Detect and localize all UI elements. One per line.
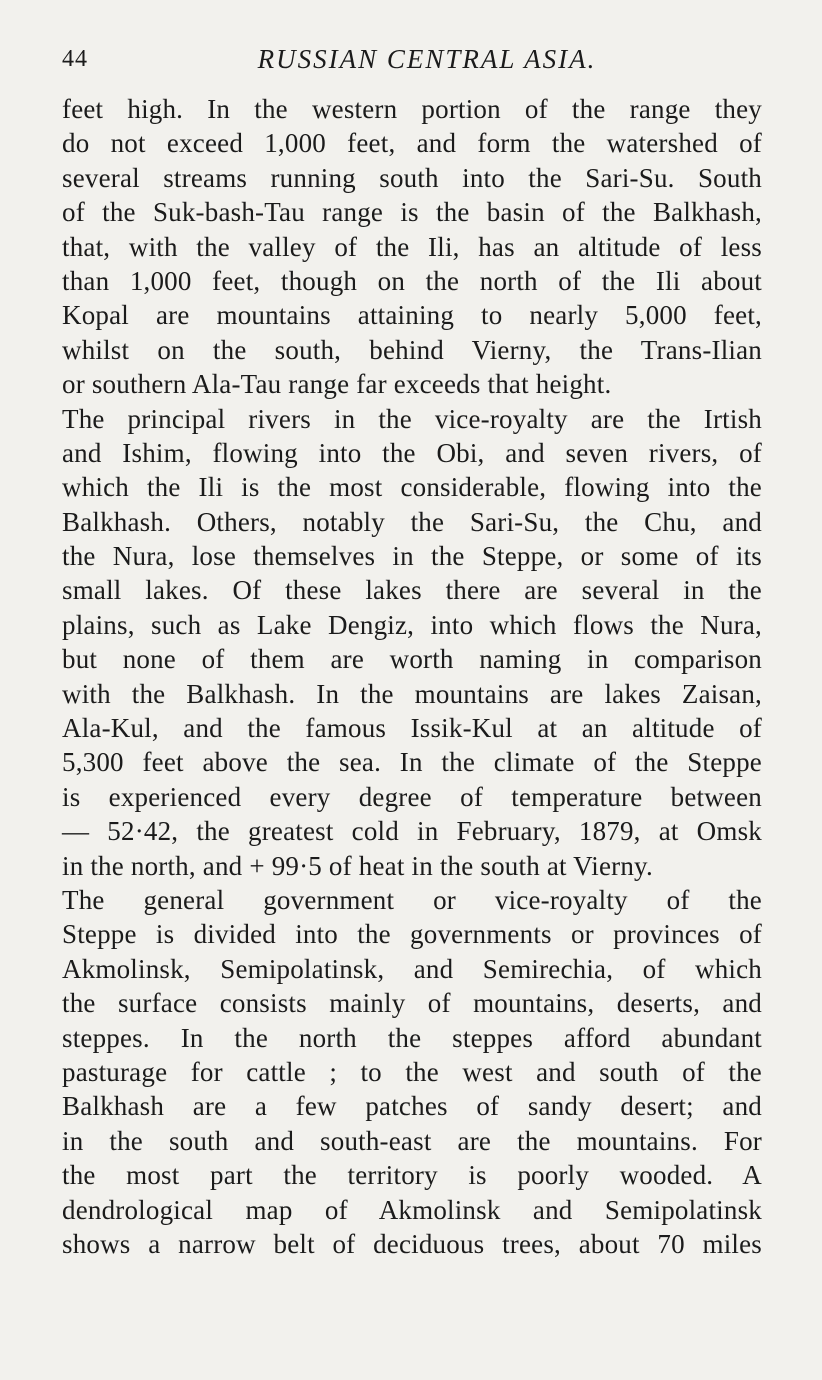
running-title: RUSSIAN CENTRAL ASIA. [257,44,597,74]
text-line: Balkhash are a few patches of sandy desert; and [62,1091,762,1122]
text-line: of the Suk-bash-Tau range is the basin of the Balkhash, [62,197,762,228]
text-line: with the Balkhash. In the mountains are lakes Zaisan, [62,678,762,709]
text-line: do not exceed 1,000 feet, and form the watershed of [62,128,762,159]
text-line: but none of them are worth naming in comparison [62,644,762,675]
text-line: plains, such as Lake Dengiz, into which flows the Nura, [62,609,762,640]
text-line: than 1,000 feet, though on the north of the Ili about [62,265,762,296]
running-head [62,44,762,80]
text-line: whilst on the south, behind Vierny, the Trans-Ilian [62,334,762,365]
text-line: Akmolinsk, Semipolatinsk, and Semirechia, of which [62,953,762,984]
text-line: several streams running south into the Sari-Su. South [62,162,762,193]
text-line: — 52·42, the greatest cold in February, 1879, at Omsk [62,816,762,847]
body-text [62,92,762,1261]
text-line: small lakes. Of these lakes there are several in the [62,575,762,606]
text-line: 5,300 feet above the sea. In the climate of the Steppe [62,747,762,778]
page-number: 44 [62,46,88,72]
text-line: the surface consists mainly of mountains, deserts, and [62,988,762,1019]
text-line: Balkhash. Others, notably the Sari-Su, the Chu, and [62,506,762,537]
text-line: Ala-Kul, and the famous Issik-Kul at an altitude of [62,713,762,744]
text-line: dendrological map of Akmolinsk and Semipolatinsk [62,1194,762,1225]
text-line: shows a narrow belt of deciduous trees, about 70 miles [62,1228,762,1259]
text-line: The general government or vice-royalty of the [62,884,762,915]
text-line: that, with the valley of the Ili, has an altitude of less [62,231,762,262]
text-line: The principal rivers in the vice-royalty are the Irtish [62,403,762,434]
text-line: feet high. In the western portion of the range they [62,94,762,124]
text-line: is experienced every degree of temperature between [62,781,762,812]
text-line: and Ishim, flowing into the Obi, and seven rivers, of [62,437,762,468]
text-line: the most part the territory is poorly wooded. A [62,1160,762,1191]
text-line: Kopal are mountains attaining to nearly 5,000 feet, [62,300,762,331]
text-line: Steppe is divided into the governments or provinces of [62,919,762,950]
text-line: in the south and south-east are the mountains. For [62,1125,762,1156]
text-line: or southern Ala-Tau range far exceeds that height. [62,369,612,400]
text-line: pasturage for cattle ; to the west and south of the [62,1056,762,1087]
text-line: steppes. In the north the steppes afford abundant [62,1022,762,1053]
text-line: in the north, and + 99·5 of heat in the south at Vierny. [62,850,653,881]
text-line: the Nura, lose themselves in the Steppe, or some of its [62,541,762,572]
text-line: which the Ili is the most considerable, flowing into the [62,472,762,503]
